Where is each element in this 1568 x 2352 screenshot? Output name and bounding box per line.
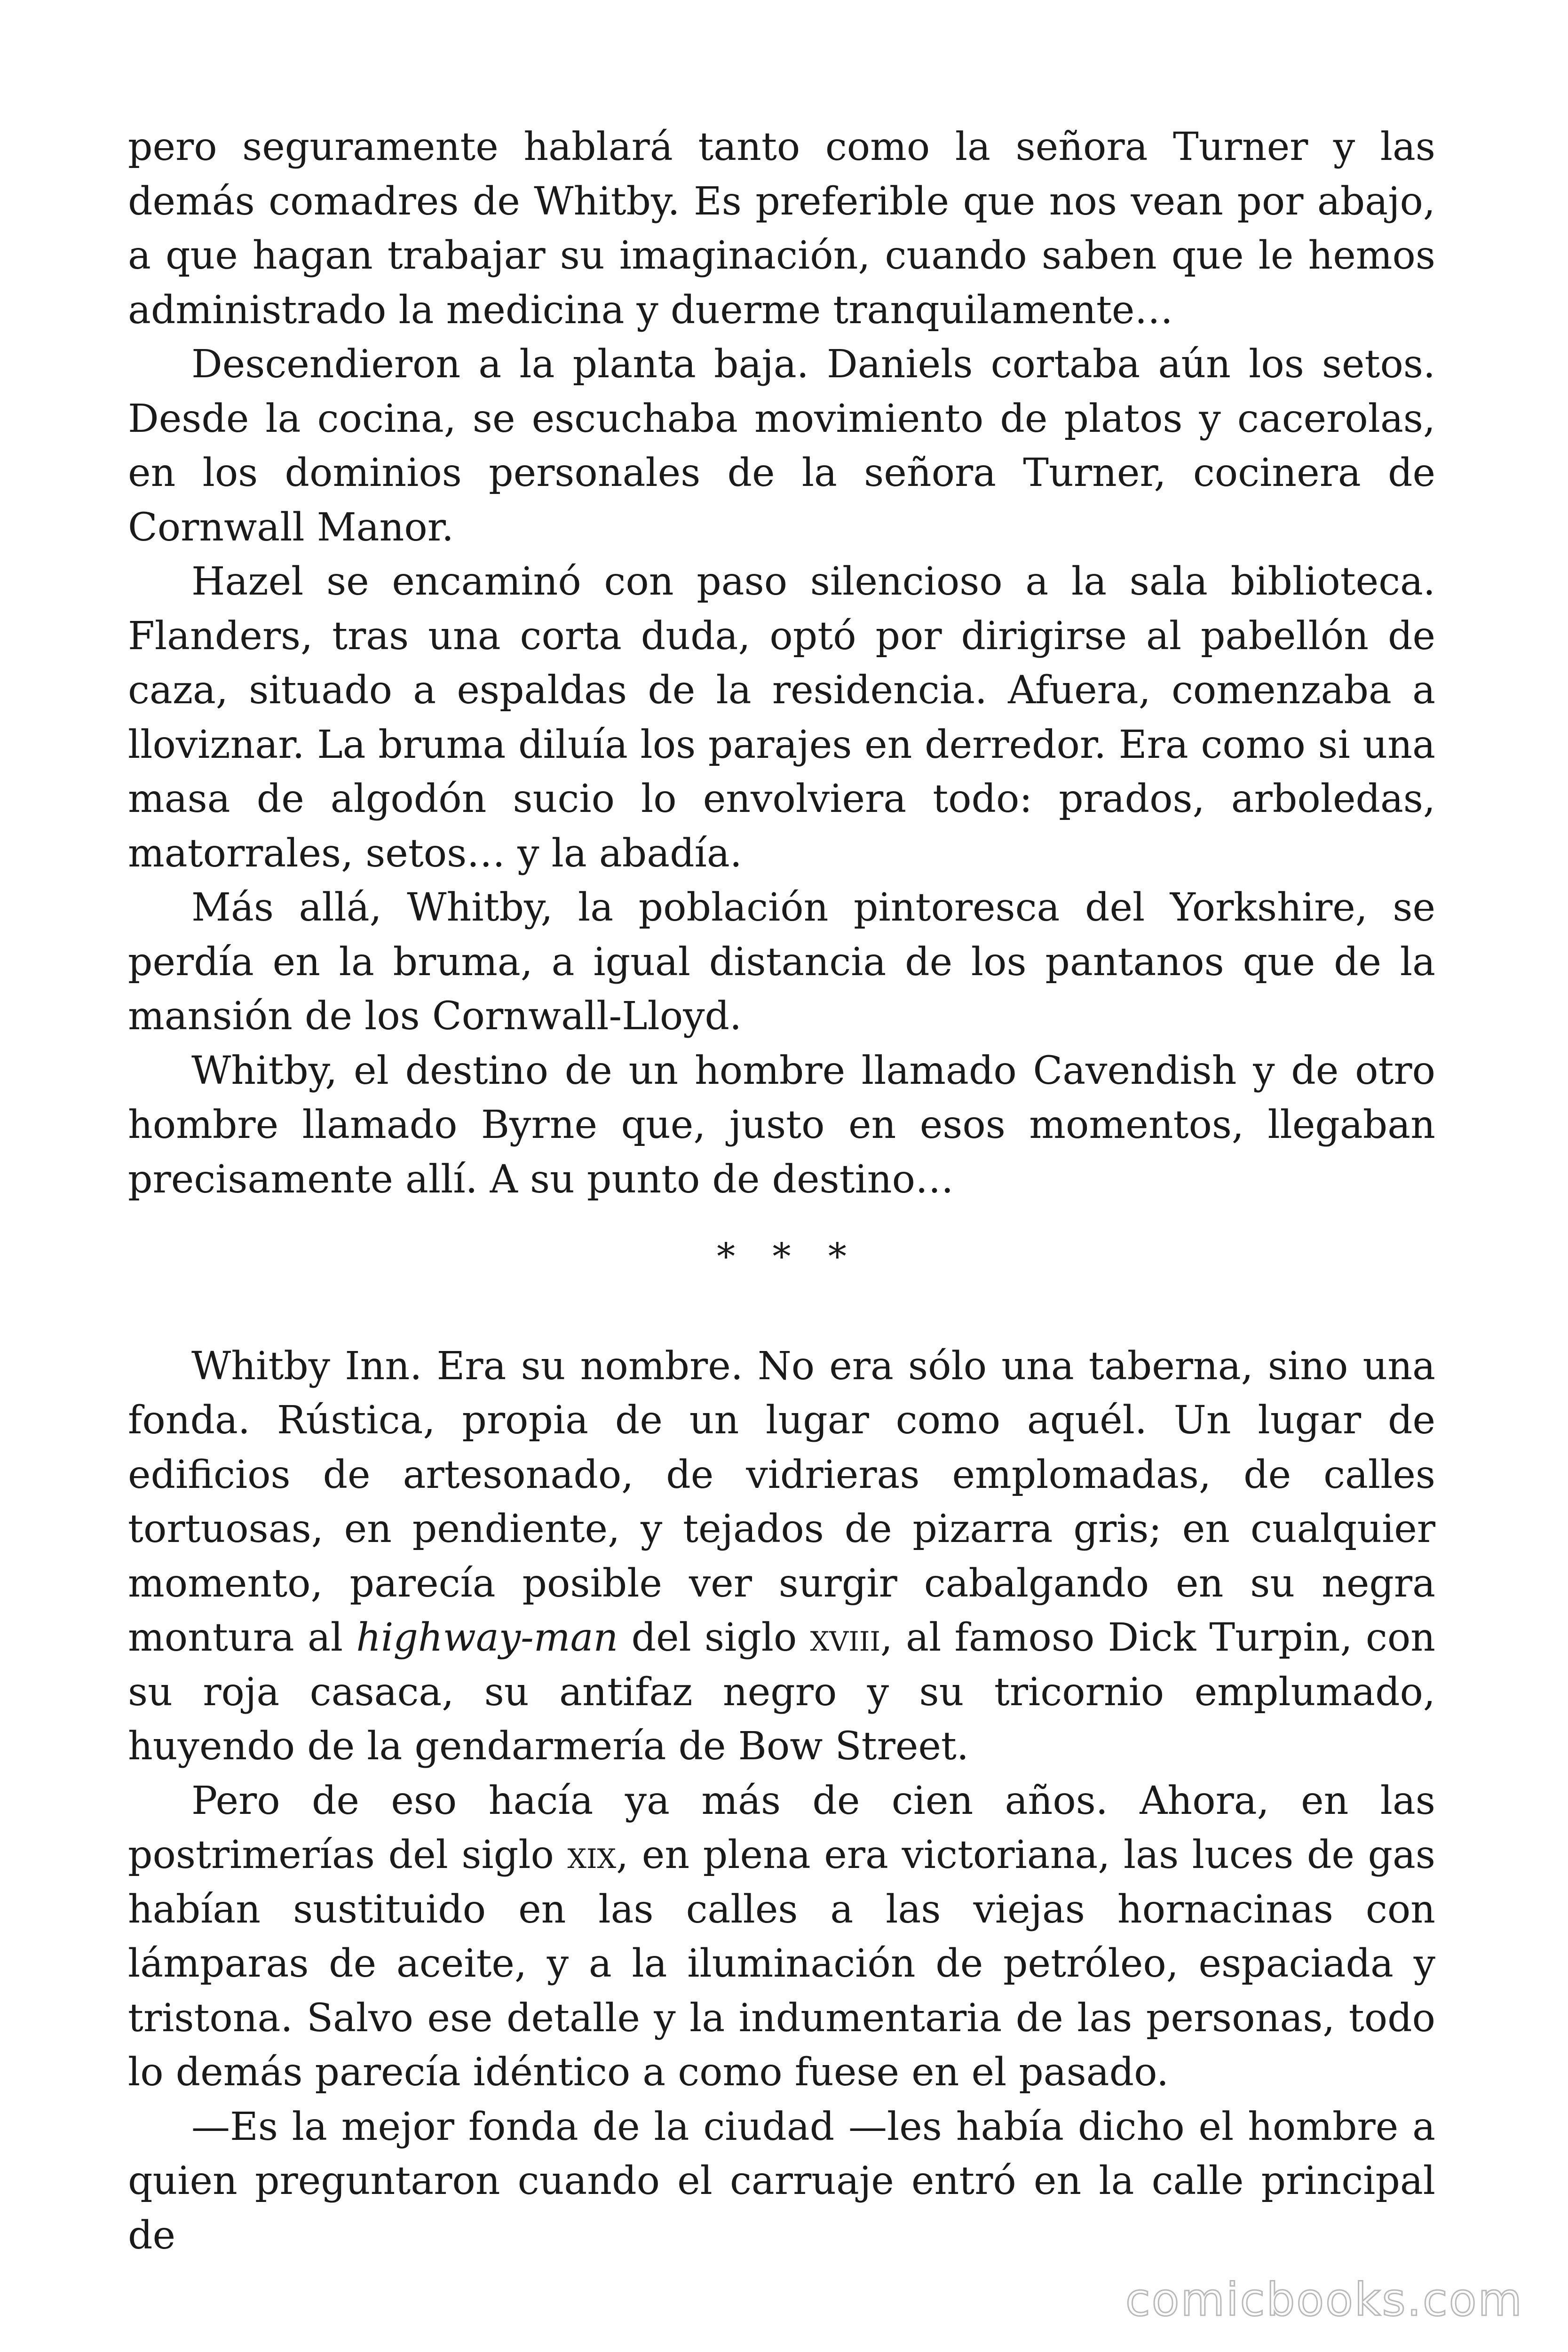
paragraph-whitby-town: Más allá, Whitby, la población pintoresca del Yorkshire, se perdía en la bruma, a igual distancia de los pantanos que de la mansión de los Cornwall-Lloyd. [128,885,1435,1039]
text-segment: Whitby Inn. Era su nombre. No era sólo una taberna, sino una fonda. Rústica, propia de un lugar como aquél. Un lugar de edificios de artesonado, de vidrieras emplomadas, de calles tortuosas, en pendiente, y tejados de pizarra gris; en cualquier momento, parecía posible ver surgir cabalgando en su negra montura al [128,1343,1435,1660]
text-segment: del siglo [618,1615,810,1660]
century-numeral: xviii [810,1615,880,1660]
italic-term: highway-man [356,1615,618,1660]
book-page-body [128,120,1435,2263]
scene-break-separator: * * * [717,1236,860,1278]
text-segment: Pero de eso hacía ya más de cien años. Ahora, en las postrimerías del siglo [128,1778,1435,1877]
text-segment: , en plena era victoriana, las luces de gas habían sustituido en las calles a las viejas hornacinas con lámparas de aceite, y a la iluminación de petróleo, espaciada y tristona. Salvo ese detalle y la indumentaria de las personas, todo lo demás parecía idéntico a como fuese en el pasado. [128,1833,1435,2095]
paragraph-best-inn: —Es la mejor fonda de la ciudad —les había dicho el hombre a quien preguntaron cuando el carruaje entró en la calle principal de [128,2104,1435,2258]
watermark-logo: comicbooks.com [1125,2273,1523,2326]
paragraph-whitby-inn [128,1339,1435,1774]
paragraph-hazel: Hazel se encaminó con paso silencioso a la sala biblioteca. Flanders, tras una corta duda, optó por dirigirse al pabellón de caza, situado a espaldas de la residencia. Afuera, comenzaba a lloviznar. La bruma diluía los parajes en derredor. Era como si una masa de algodón sucio lo envolviera todo: prados, arboledas, matorrales, setos… y la abadía. [128,559,1435,876]
text-segment: , al famoso Dick Turpin, con su roja casaca, su antifaz negro y su tricornio emplumado, huyendo de la gendarmería de Bow Street. [128,1615,1435,1769]
paragraph-descend: Descendieron a la planta baja. Daniels cortaba aún los setos. Desde la cocina, se escuchaba movimiento de platos y cacerolas, en los dominios personales de la señora Turner, cocinera de Cornwall Manor. [128,342,1435,550]
paragraph-victorian-era [128,1774,1435,2100]
paragraph-continuation: pero seguramente hablará tanto como la señora Turner y las demás comadres de Whitby. Es preferible que nos vean por abajo, a que hagan trabajar su imaginación, cuando saben que le hemos administrado la medicina y duerme tranquilamente… [128,125,1435,333]
century-numeral: xix [567,1833,617,1877]
paragraph-whitby-destination: Whitby, el destino de un hombre llamado Cavendish y de otro hombre llamado Byrne que, justo en esos momentos, llegaban precisamente allí. A su punto de destino… [128,1048,1435,1202]
